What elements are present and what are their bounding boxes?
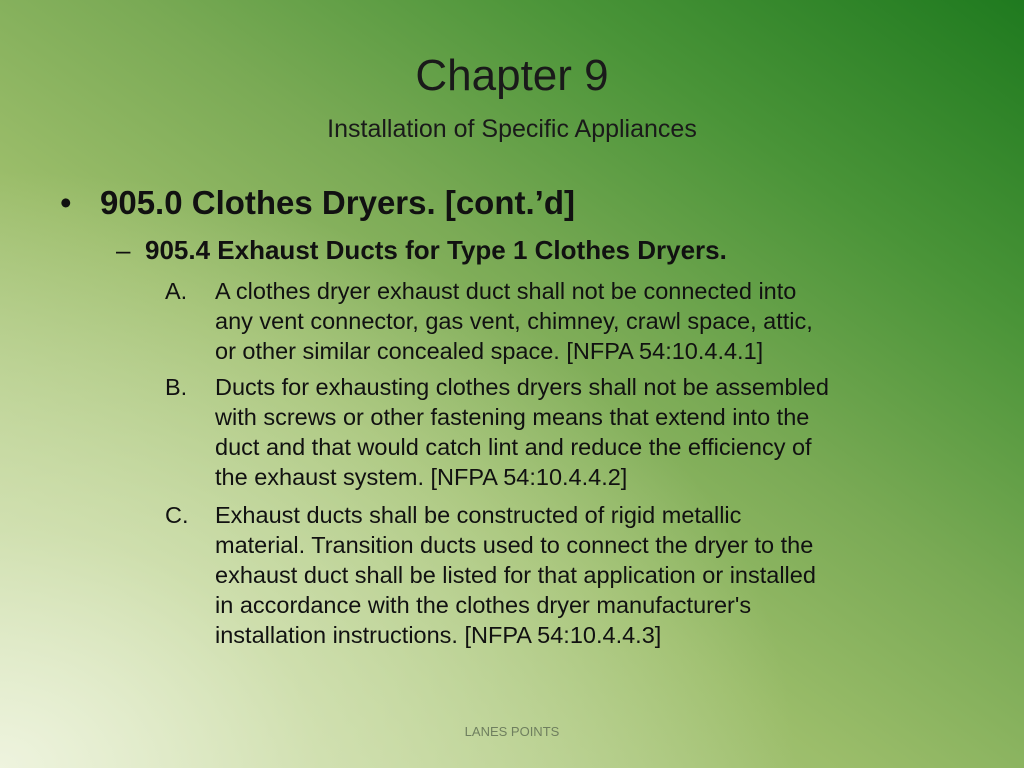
text-line: or other similar concealed space. [NFPA 54:10.4.4.1] bbox=[215, 338, 764, 364]
text-line: the exhaust system. [NFPA 54:10.4.4.2] bbox=[215, 464, 628, 490]
text-line: exhaust duct shall be listed for that application or installed bbox=[215, 562, 816, 588]
subheading-text: 905.4 Exhaust Ducts for Type 1 Clothes Dryers. bbox=[145, 235, 727, 265]
text-line: A clothes dryer exhaust duct shall not be connected into bbox=[215, 278, 797, 304]
text-line: in accordance with the clothes dryer manufacturer's bbox=[215, 592, 752, 618]
slide-subtitle: Installation of Specific Appliances bbox=[327, 115, 697, 143]
text-line: Exhaust ducts shall be constructed of rigid metallic bbox=[215, 502, 742, 528]
list-item-b bbox=[165, 372, 965, 492]
text-line: any vent connector, gas vent, chimney, crawl space, attic, bbox=[215, 308, 813, 334]
slide-title: Chapter 9 bbox=[415, 51, 609, 100]
sub-bullet-heading bbox=[116, 232, 727, 268]
text-line: installation instructions. [NFPA 54:10.4.4.3] bbox=[215, 622, 662, 648]
text-line: Ducts for exhausting clothes dryers shall not be assembled bbox=[215, 374, 829, 400]
list-item-text bbox=[215, 372, 965, 492]
text-line: duct and that would catch lint and reduce the efficiency of bbox=[215, 434, 812, 460]
dash-icon: – bbox=[116, 235, 131, 265]
slide-footer: LANES POINTS bbox=[464, 724, 560, 739]
list-item-text bbox=[215, 500, 965, 650]
list-marker: B. bbox=[165, 374, 188, 400]
text-line: with screws or other fastening means that extend into the bbox=[215, 404, 810, 430]
list-item-a bbox=[165, 276, 965, 366]
bullet-heading bbox=[60, 181, 575, 225]
text-line: material. Transition ducts used to connect the dryer to the bbox=[215, 532, 814, 558]
list-marker: A. bbox=[165, 278, 188, 304]
heading-text: 905.0 Clothes Dryers. [cont.’d] bbox=[100, 184, 575, 221]
list-item-text bbox=[215, 276, 965, 366]
list-marker: C. bbox=[165, 502, 189, 528]
bullet-icon: • bbox=[60, 184, 72, 221]
list-item-c bbox=[165, 500, 965, 650]
